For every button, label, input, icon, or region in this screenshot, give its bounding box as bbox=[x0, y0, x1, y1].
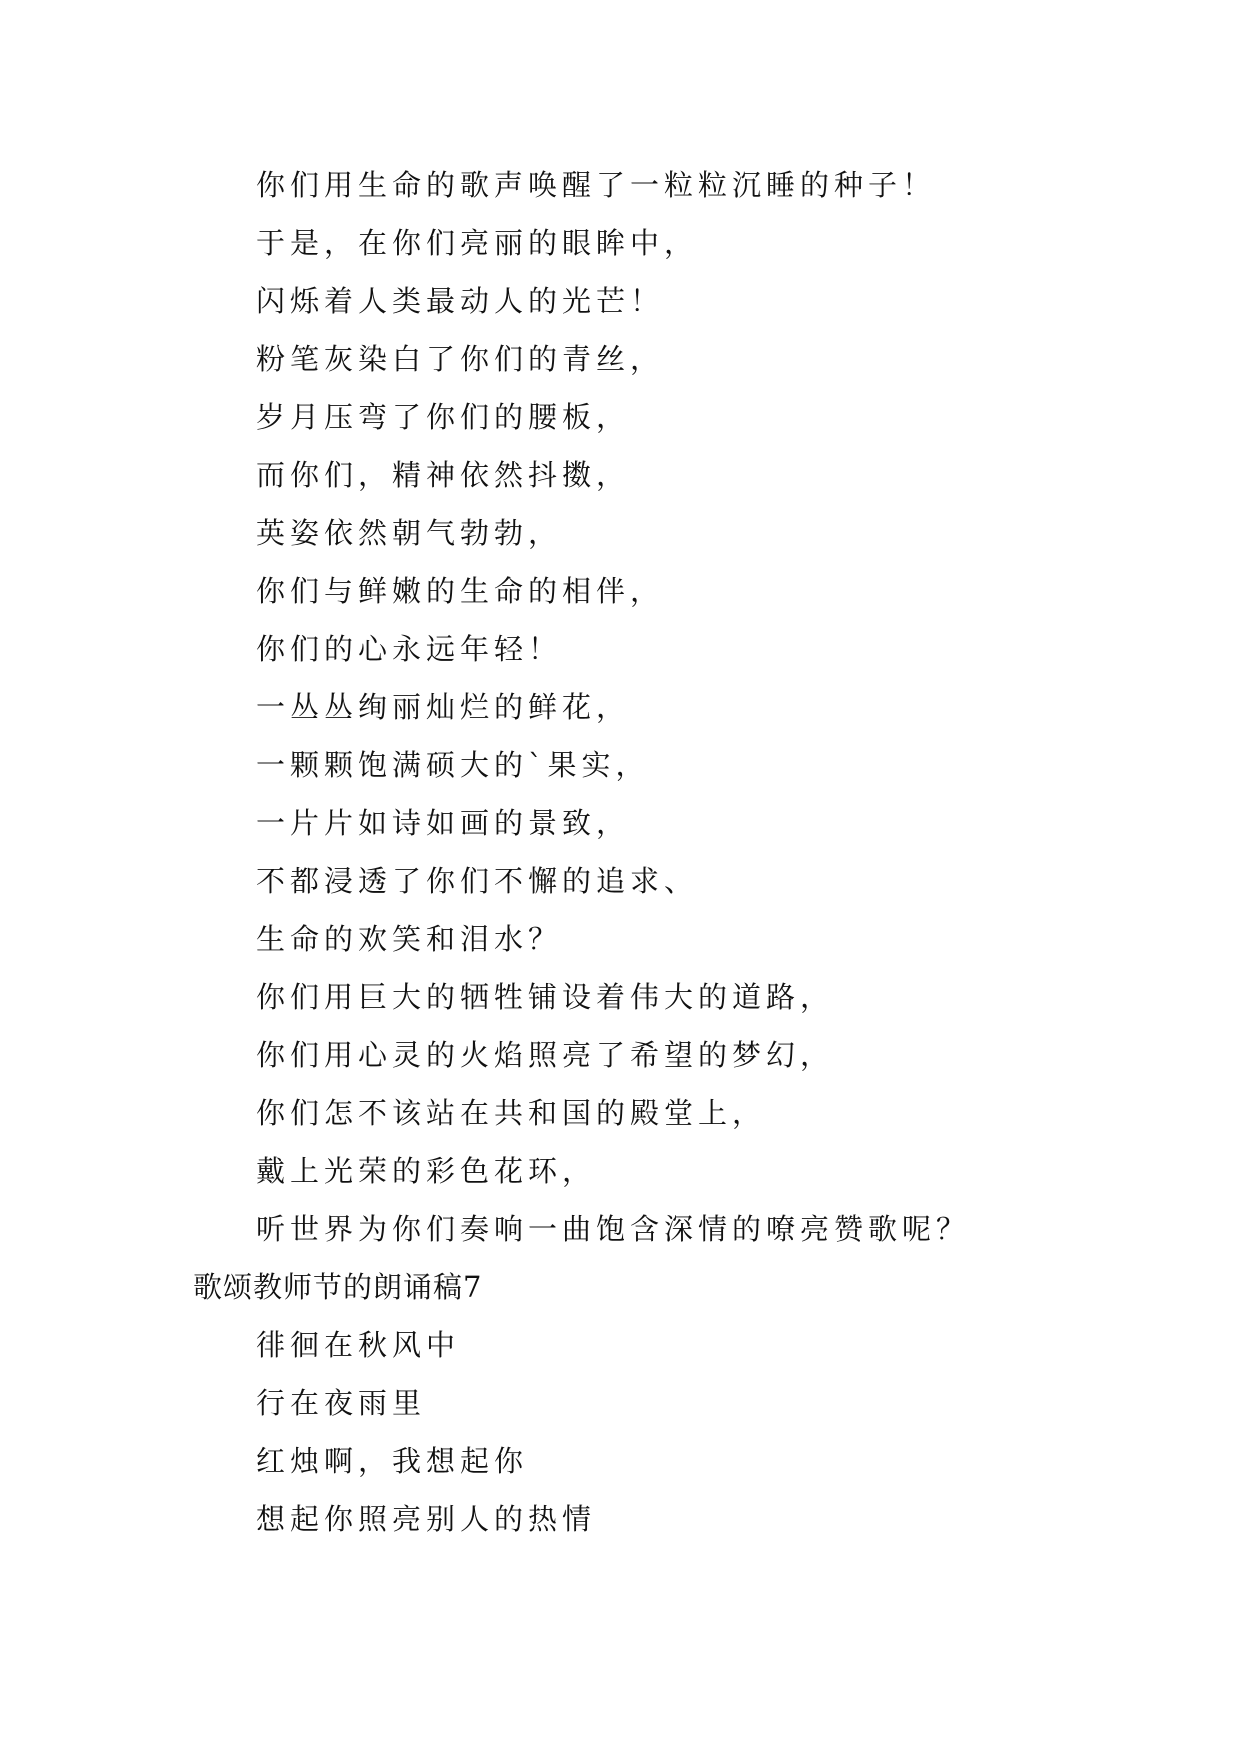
poem-line: 徘徊在秋风中 bbox=[256, 1328, 461, 1362]
poem-line: 红烛啊，我想起你 bbox=[256, 1444, 529, 1478]
section-heading: 歌颂教师节的朗诵稿7 bbox=[193, 1270, 483, 1304]
poem-line: 你们怎不该站在共和国的殿堂上， bbox=[256, 1096, 767, 1130]
poem-line: 你们的心永远年轻！ bbox=[256, 632, 563, 666]
poem-line: 戴上光荣的彩色花环， bbox=[256, 1154, 597, 1188]
poem-line: 闪烁着人类最动人的光芒！ bbox=[256, 284, 665, 318]
poem-line: 一片片如诗如画的景致， bbox=[256, 806, 631, 840]
poem-line: 你们用巨大的牺牲铺设着伟大的道路， bbox=[256, 980, 835, 1014]
poem-line: 粉笔灰染白了你们的青丝， bbox=[256, 342, 665, 376]
poem-line: 你们用心灵的火焰照亮了希望的梦幻， bbox=[256, 1038, 835, 1072]
poem-line: 一丛丛绚丽灿烂的鲜花， bbox=[256, 690, 631, 724]
poem-line: 生命的欢笑和泪水？ bbox=[256, 922, 563, 956]
poem-line: 而你们，精神依然抖擞， bbox=[256, 458, 631, 492]
poem-line: 想起你照亮别人的热情 bbox=[256, 1502, 597, 1536]
poem-line: 你们用生命的歌声唤醒了一粒粒沉睡的种子！ bbox=[256, 168, 937, 202]
poem-line: 行在夜雨里 bbox=[256, 1386, 427, 1420]
poem-line: 听世界为你们奏响一曲饱含深情的嘹亮赞歌呢？ bbox=[256, 1212, 971, 1246]
poem-line: 岁月压弯了你们的腰板， bbox=[256, 400, 631, 434]
poem-line: 一颗颗饱满硕大的`果实， bbox=[256, 748, 650, 782]
poem-body bbox=[0, 156, 1241, 1548]
poem-line: 英姿依然朝气勃勃， bbox=[256, 516, 563, 550]
poem-line: 你们与鲜嫩的生命的相伴， bbox=[256, 574, 665, 608]
poem-line: 不都浸透了你们不懈的追求、 bbox=[256, 864, 699, 898]
poem-line: 于是，在你们亮丽的眼眸中， bbox=[256, 226, 699, 260]
